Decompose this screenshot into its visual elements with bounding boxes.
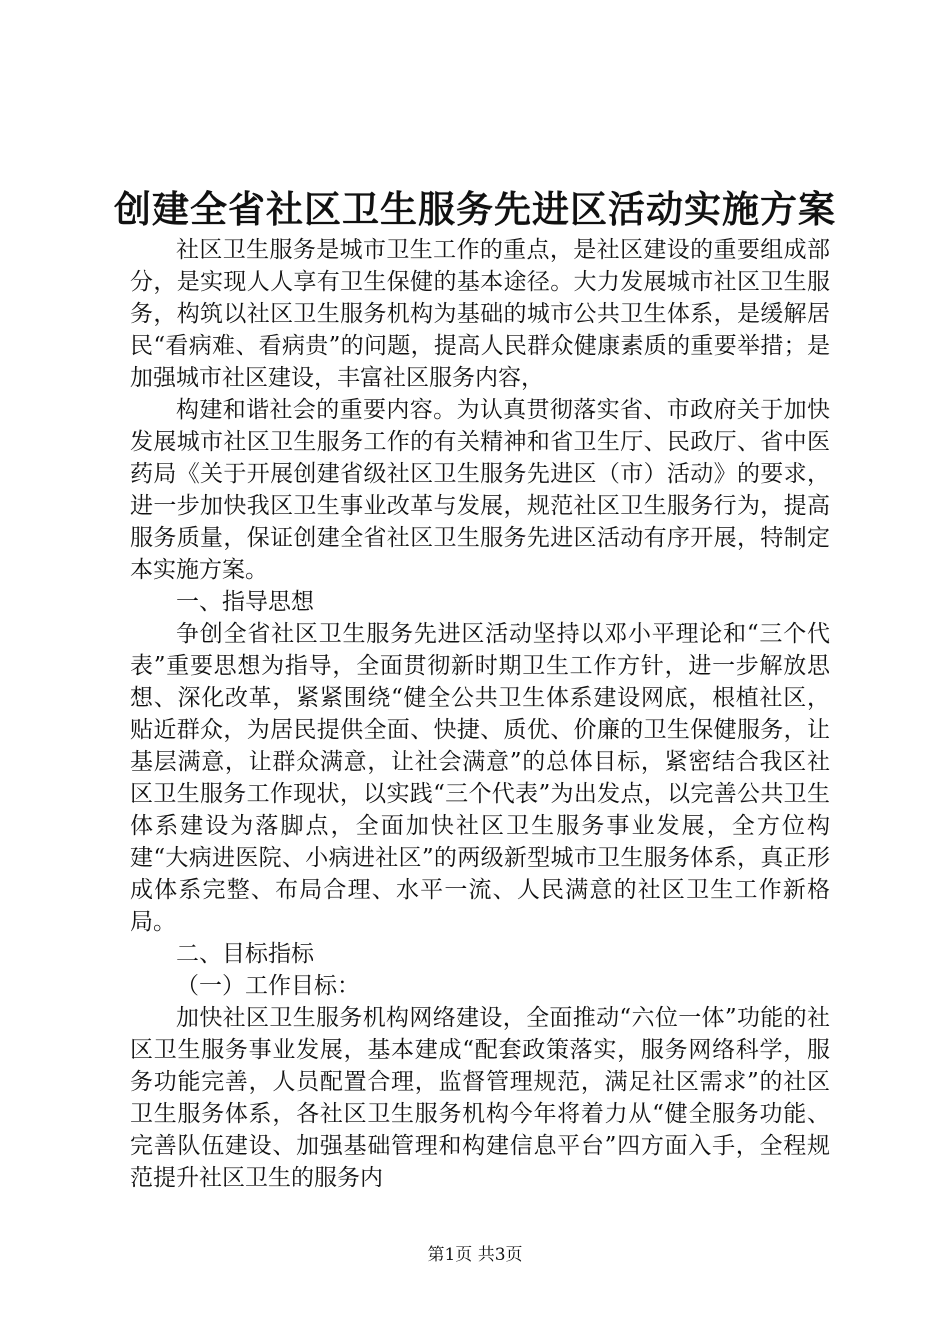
paragraph-work-goals: 加快社区卫生服务机构网络建设，全面推动“六位一体”功能的社区卫生服务事业发展，基本建成“配套政策落实，服务网络科学，服务功能完善，人员配置合理，监督管理规范，满足社区需求”的社区卫生服务体系，各社区卫生服务机构今年将着力从“健全服务功能、完善队伍建设、加强基础管理和构建信息平台”四方面入手，全程规范提升社区卫生的服务内 xyxy=(130,1005,830,1191)
page-number-footer: 第1页 共3页 xyxy=(427,1245,523,1265)
document-title: 创建全省社区卫生服务先进区活动实施方案 xyxy=(114,187,836,231)
subsection-heading-work-goals: （一）工作目标： xyxy=(176,973,360,999)
section-heading-targets: 二、目标指标 xyxy=(176,941,314,967)
paragraph-guiding-thought: 争创全省社区卫生服务先进区活动坚持以邓小平理论和“三个代表”重要思想为指导，全面贯彻新时期卫生工作方针，进一步解放思想、深化改革，紧紧围绕“健全公共卫生体系建设网底，根植社区，贴近群众，为居民提供全面、快捷、质优、价廉的卫生保健服务，让基层满意，让群众满意，让社会满意”的总体目标，紧密结合我区社区卫生服务工作现状，以实践“三个代表”为出发点，以完善公共卫生体系建设为落脚点，全面加快社区卫生服务事业发展，全方位构建“大病进医院、小病进社区”的两级新型城市卫生服务体系，真正形成体系完整、布局合理、水平一流、人民满意的社区卫生工作新格局。 xyxy=(130,621,830,935)
paragraph-intro: 社区卫生服务是城市卫生工作的重点，是社区建设的重要组成部分，是实现人人享有卫生保健的基本途径。大力发展城市社区卫生服务，构筑以社区卫生服务机构为基础的城市公共卫生体系，是缓解居民“看病难、看病贵”的问题，提高人民群众健康素质的重要举措；是加强城市社区建设，丰富社区服务内容， xyxy=(130,237,830,391)
paragraph-purpose: 构建和谐社会的重要内容。为认真贯彻落实省、市政府关于加快发展城市社区卫生服务工作的有关精神和省卫生厅、民政厅、省中医药局《关于开展创建省级社区卫生服务先进区（市）活动》的要求，进一步加快我区卫生事业改革与发展，规范社区卫生服务行为，提高服务质量，保证创建全省社区卫生服务先进区活动有序开展，特制定本实施方案。 xyxy=(130,397,830,583)
document-body xyxy=(130,234,830,1194)
section-heading-guiding-thought: 一、指导思想 xyxy=(176,589,314,615)
